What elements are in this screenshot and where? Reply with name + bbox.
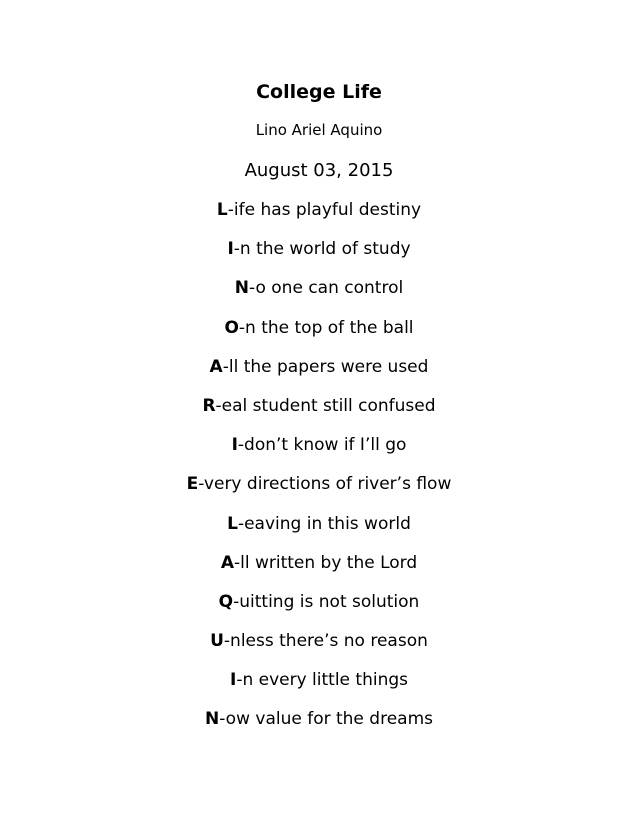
line-initial: A	[220, 552, 234, 573]
line-text: -ll the papers were used	[222, 356, 429, 377]
line-initial: U	[210, 631, 224, 652]
poem-line	[0, 471, 638, 510]
poem-line	[0, 550, 638, 589]
poem-line	[0, 393, 638, 432]
line-initial: I	[231, 435, 238, 456]
poem-line	[0, 511, 638, 550]
poem-line	[0, 589, 638, 628]
line-text: -eal student still confused	[215, 395, 436, 416]
line-initial: I	[229, 670, 237, 691]
line-initial: N	[234, 278, 250, 299]
poem-line	[0, 315, 638, 354]
line-initial: L	[227, 513, 238, 534]
poem-title: College Life	[256, 81, 382, 103]
line-initial: I	[227, 239, 234, 260]
poem-line	[0, 236, 638, 275]
poem-line	[0, 628, 638, 667]
line-text: -uitting is not solution	[233, 591, 420, 612]
poem-date: August 03, 2015	[244, 160, 394, 181]
poem-line	[0, 354, 638, 393]
line-text: -very directions of river’s flow	[198, 474, 452, 495]
line-initial: Q	[218, 591, 234, 612]
line-text: -n the world of study	[233, 239, 411, 260]
line-text: -don’t know if I’ll go	[237, 435, 407, 456]
line-initial: N	[204, 709, 220, 730]
poem-line	[0, 706, 638, 745]
acrostic-lines	[0, 197, 638, 746]
line-initial: L	[216, 200, 228, 220]
poem-line	[0, 432, 638, 471]
line-text: -n every little things	[236, 670, 409, 691]
line-initial: R	[202, 395, 216, 416]
line-text: -ife has playful destiny	[227, 200, 422, 220]
line-text: -eaving in this world	[237, 513, 411, 534]
line-text: -n the top of the ball	[238, 317, 414, 338]
line-text: -nless there’s no reason	[223, 631, 428, 652]
poem-line	[0, 197, 638, 236]
line-initial: E	[186, 474, 199, 495]
line-initial: O	[224, 317, 239, 338]
poem-line	[0, 667, 638, 706]
poem-author: Lino Ariel Aquino	[255, 121, 383, 139]
line-text: -ow value for the dreams	[219, 709, 433, 730]
line-initial: A	[209, 356, 223, 377]
line-text: -o one can control	[249, 278, 404, 299]
line-text: -ll written by the Lord	[233, 552, 418, 573]
poem-line	[0, 275, 638, 314]
